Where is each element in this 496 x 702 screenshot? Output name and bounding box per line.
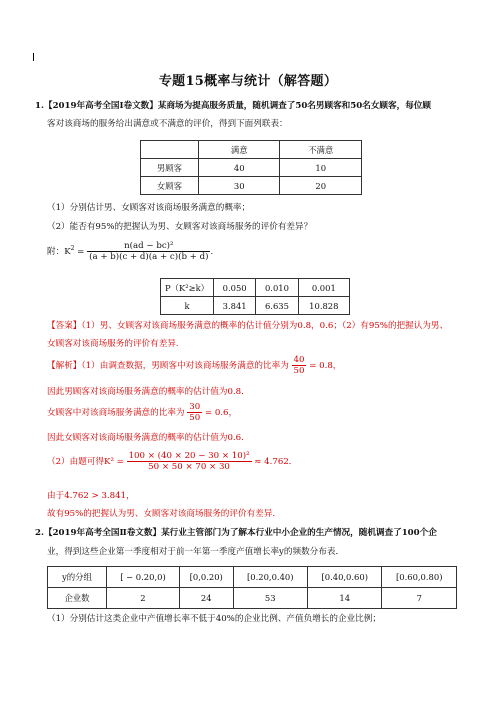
table-cell: 30 (198, 177, 280, 195)
formula-numerator: n(ad − bc)² (87, 241, 210, 252)
table-header-cell: [ − 0.20,0) (107, 567, 180, 588)
table-cell: 10 (280, 159, 362, 177)
table-cell: k (161, 297, 214, 315)
q2-sub1: （1）分别估计这类企业中产值增长率不低于40%的企业比例、产值负增长的企业比例； (47, 614, 381, 624)
table-cell: 6.635 (256, 297, 298, 315)
fraction-numerator: 30 (189, 402, 201, 412)
q1-solution-step3 (47, 402, 237, 423)
table-cell: 24 (179, 588, 233, 609)
table-cell: P（K²≥k） (161, 279, 214, 297)
q1-solution-step1 (47, 355, 341, 376)
table-cell: 0.001 (298, 279, 349, 297)
q1-solution-step6: 由于4.762 > 3.841， (47, 491, 135, 501)
table-header-cell: 满意 (198, 141, 280, 159)
table-cell: 男顾客 (141, 159, 199, 177)
table-cell: 14 (308, 588, 382, 609)
formula-fraction (87, 241, 210, 262)
solution-fraction (187, 402, 202, 423)
solution-fraction (292, 355, 307, 376)
table-header-cell (141, 141, 199, 159)
q1-sub1: （1）分别估计男、女顾客对该商场服务满意的概率； (47, 203, 251, 213)
q1-solution-step5 (47, 451, 297, 472)
table-cell: 0.010 (256, 279, 298, 297)
table-cell: 女顾客 (141, 177, 199, 195)
q1-solution-step7: 故有95%的把握认为男、女顾客对该商场服务的评价有差异. (47, 509, 276, 519)
q1-stem-line1: 1.【2019年高考全国Ⅰ卷文数】某商场为提高服务质量，随机调查了50名男顾客和50名女顾客，每位顾 (35, 101, 431, 111)
table-header-cell: y的分组 (48, 567, 107, 588)
solution-result: ≈ 4.762． (254, 457, 298, 467)
table-cell: 53 (233, 588, 307, 609)
fraction-denominator: 50 × 50 × 70 × 30 (148, 462, 230, 472)
fraction-numerator: 100 × (40 × 20 − 30 × 10)² (128, 451, 250, 461)
fraction-numerator: 40 (293, 355, 305, 365)
table-cell: 7 (382, 588, 457, 609)
table-header-cell: [0,0.20) (179, 567, 233, 588)
table-cell: 3.841 (214, 297, 256, 315)
solution-text: 女顾客中对该商场服务满意的比率为 (47, 408, 185, 418)
q1-solution-step2: 因此男顾客对该商场服务满意的概率的估计值为0.8． (47, 387, 250, 397)
table-header-cell: [0.60,0.80) (382, 567, 457, 588)
q1-answer-line1: 【答案】（1）男、女顾客对该商场服务满意的概率的估计值分别为0.8，0.6；（2）有95%的把握认为男、 (47, 321, 449, 331)
table-cell: 40 (198, 159, 280, 177)
q1-solution-step4: 因此女顾客对该商场服务满意的概率的估计值为0.6． (47, 433, 250, 443)
fraction-denominator: 50 (293, 366, 305, 376)
formula-prefix: 附：K (47, 247, 71, 257)
table-cell: 2 (107, 588, 180, 609)
table-header-cell: [0.40,0.60) (308, 567, 382, 588)
table-cell: 0.050 (214, 279, 256, 297)
q1-stem-line2: 客对该商场的服务给出满意或不满意的评价，得到下面列联表： (47, 119, 288, 129)
solution-text: 【解析】（1）由调查数据，男顾客中对该商场服务满意的比率为 (47, 361, 289, 371)
formula-denominator: (a + b)(c + d)(a + c)(b + d) (89, 252, 209, 262)
q2-frequency-table (47, 566, 457, 609)
q1-sub2: （2）能否有95%的把握认为男、女顾客对该商场服务的评价有差异？ (47, 222, 313, 232)
table-header-cell: [0.20,0.40) (233, 567, 307, 588)
q2-stem-line2: 业，得到这些企业第一季度相对于前一年第一季度产值增长率y的频数分布表． (47, 547, 345, 557)
q1-critical-value-table (160, 278, 350, 315)
margin-mark (33, 53, 34, 61)
table-cell: 20 (280, 177, 362, 195)
table-cell: 企业数 (48, 588, 107, 609)
solution-fraction (127, 451, 252, 472)
fraction-denominator: 50 (189, 413, 201, 423)
table-cell: 10.828 (298, 297, 349, 315)
page-title: 专题15概率与统计（解答题） (158, 74, 338, 89)
q1-answer-line2: 女顾客对该商场服务的评价有差异. (47, 339, 179, 349)
q2-stem-line1: 2.【2019年高考全国Ⅱ卷文数】某行业主管部门为了解本行业中小企业的生产情况，随机调查了100个企 (35, 528, 437, 538)
q1-formula: 附：$K^2$ = $\frac{\text{n(ad − bc)²}}{(a + b)(c + d)(a + c)(b + d)}$ . (47, 241, 214, 262)
q1-contingency-table (140, 140, 362, 195)
solution-result: = 0.8， (309, 361, 342, 371)
solution-text: （2）由题可得K² = (47, 457, 124, 467)
table-header-cell: 不满意 (280, 141, 362, 159)
solution-result: = 0.6， (204, 408, 238, 418)
